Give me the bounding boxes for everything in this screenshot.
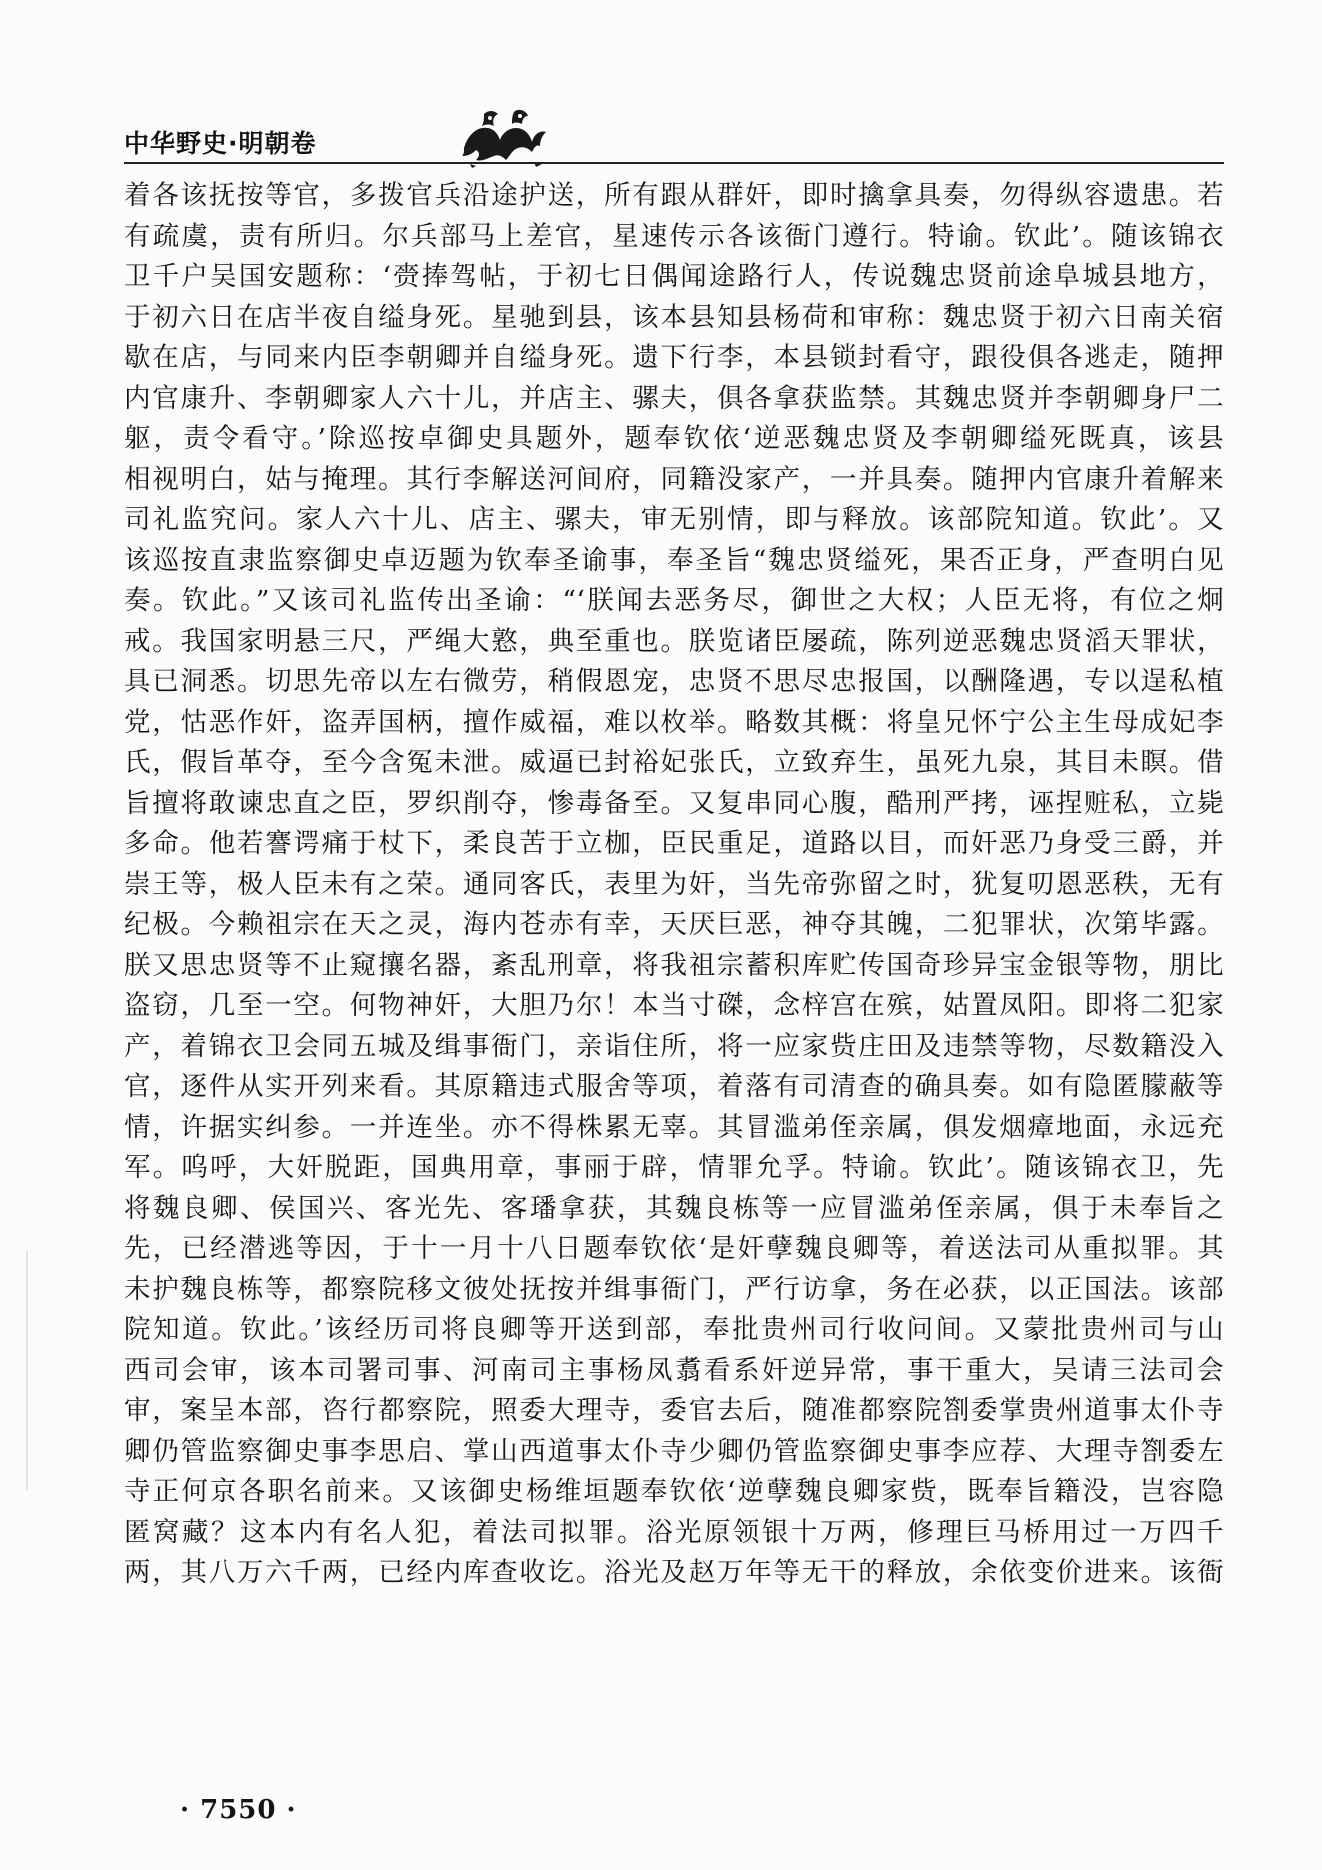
text-line: 审，案呈本部，咨行都察院，照委大理寺，委官去后，随准都察院劄委掌贵州道事太仆寺 [124,1395,1224,1426]
text-line: 将魏良卿、侯国兴、客光先、客璠拿获，其魏良栋等一应冒滥弟侄亲属，俱于未奉旨之 [124,1192,1224,1224]
text-line: 于初六日在店半夜自缢身死。星驰到县，该本县知县杨荷和审称：魏忠贤于初六日南关宿 [124,301,1224,333]
text-line: 旨擅将敢谏忠直之臣，罗织削夺，惨毒备至。又复串同心腹，酷刑严拷，诬捏赃私，立毙 [124,787,1224,819]
text-line: 两，其八万六千两，已经内库查收讫。浴光及赵万年等无干的释放，余依变价进来。该衙 [124,1557,1224,1588]
text-line: 朕又思忠贤等不止窥攘名器，紊乱刑章，将我祖宗蓄积库贮传国奇珍异宝金银等物，朋比 [124,949,1224,981]
text-line: 官，逐件从实开列来看。其原籍违式服舍等项，着落有司清查的确具奏。如有隐匿朦蔽等 [124,1071,1224,1102]
text-line: 有疏虞，责有所归。尔兵部马上差官，星速传示各该衙门遵行。特谕。钦此’。随该锦衣 [124,220,1224,252]
header-rule [124,162,1224,164]
text-line: 多命。他若謇谔痛于杖下，柔良苦于立枷，臣民重足，道路以目，而奸恶乃身受三爵，并 [124,828,1224,859]
text-line: 躯，责令看守。’除巡按卓御史具题外，题奉钦依‘逆恶魏忠贤及李朝卿缢死既真，该县 [124,423,1224,454]
text-line: 戒。我国家明悬三尺，严绳大憝，典至重也。朕览诸臣屡疏，陈列逆恶魏忠贤滔天罪状， [124,625,1224,657]
text-line: 司礼监究问。家人六十儿、店主、骡夫，审无别情，即与释放。该部院知道。钦此’。又 [124,504,1224,535]
text-line: 卿仍管监察御史事李思启、掌山西道事太仆寺少卿仍管监察御史事李应荐、大理寺劄委左 [124,1435,1224,1467]
margin-scan-mark [26,1250,28,1490]
text-line: 着各该抚按等官，多拨官兵沿途护送，所有跟从群奸，即时擒拿具奏，勿得纵容遗患。若 [124,180,1224,211]
text-line: 盗窃，几至一空。何物神奸，大胆乃尔！本当寸磔，念梓宫在殡，姑置凤阳。即将二犯家 [124,990,1224,1021]
text-line: 院知道。钦此。’该经历司将良卿等开送到部，奉批贵州司行收问间。又蒙批贵州司与山 [124,1314,1224,1345]
text-line: 该巡按直隶监察御史卓迈题为钦奉圣谕事，奉圣旨“魏忠贤缢死，果否正身，严查明白见 [124,544,1224,576]
text-line: 相视明白，姑与掩理。其行李解送河间府，同籍没家产，一并具奏。随押内官康升着解来 [124,463,1224,495]
running-header [124,118,1224,168]
text-line: 卫千户吴国安题称：‘赍捧驾帖，于初七日偶闻途路行人，传说魏忠贤前途阜城县地方， [124,261,1224,292]
book-title: 中华野史·明朝卷 [124,129,317,158]
text-line: 氏，假旨革夺，至今含冤未泄。威逼已封裕妃张氏，立致弃生，虽死九泉，其目未瞑。借 [124,747,1224,778]
text-line: 产，着锦衣卫会同五城及缉事衙门，亲诣住所，将一应家赀庄田及违禁等物，尽数籍没入 [124,1030,1224,1062]
text-line: 寺正何京各职名前来。又该御史杨维垣题奉钦依‘逆孽魏良卿家赀，既奉旨籍没，岂容隐 [124,1476,1224,1507]
text-line: 情，许据实纠参。一并连坐。亦不得株累无辜。其冒滥弟侄亲属，俱发烟瘴地面，永远充 [124,1111,1224,1143]
text-line: 纪极。今赖祖宗在天之灵，海内苍赤有幸，天厌巨恶，神夺其魄，二犯罪状，次第毕露。 [124,909,1224,940]
text-line: 匿窝藏？这本内有名人犯，着法司拟罪。浴光原领银十万两，修理巨马桥用过一万四千 [124,1516,1224,1548]
text-line: 内官康升、李朝卿家人六十儿，并店主、骡夫，俱各拿获监禁。其魏忠贤并李朝卿身尸二 [124,382,1224,414]
body-text [124,176,1224,1594]
text-line: 崇王等，极人臣未有之荣。通同客氏，表里为奸，当先帝弥留之时，犹复叨恩恶秩，无有 [124,868,1224,900]
text-line: 未护魏良栋等，都察院移文彼处抚按并缉事衙门，严行访拿，务在必获，以正国法。该部 [124,1273,1224,1305]
dragon-emblem-icon [454,104,550,168]
page-number: · 7550 · [180,1795,297,1825]
text-line: 西司会审，该本司署司事、河南司主事杨凤翥看系奸逆异常，事干重大，吴请三法司会 [124,1354,1224,1386]
text-line: 党，怙恶作奸，盗弄国柄，擅作威福，难以枚举。略数其概：将皇兄怀宁公主生母成妃李 [124,706,1224,738]
text-line: 先，已经潜逃等因，于十一月十八日题奉钦依‘是奸孽魏良卿等，着送法司从重拟罪。其 [124,1233,1224,1264]
text-line: 具已洞悉。切思先帝以左右微劳，稍假恩宠，忠贤不思尽忠报国，以酬隆遇，专以逞私植 [124,666,1224,697]
text-line: 歇在店，与同来内臣李朝卿并自缢身死。遗下行李，本县锁封看守，跟役俱各逃走，随押 [124,342,1224,373]
text-line: 奏。钦此。”又该司礼监传出圣谕：“‘朕闻去恶务尽，御世之大权；人臣无将，有位之炯 [124,585,1224,616]
text-line: 军。呜呼，大奸脱距，国典用章，事丽于辟，情罪允孚。特谕。钦此’。随该锦衣卫，先 [124,1152,1224,1183]
